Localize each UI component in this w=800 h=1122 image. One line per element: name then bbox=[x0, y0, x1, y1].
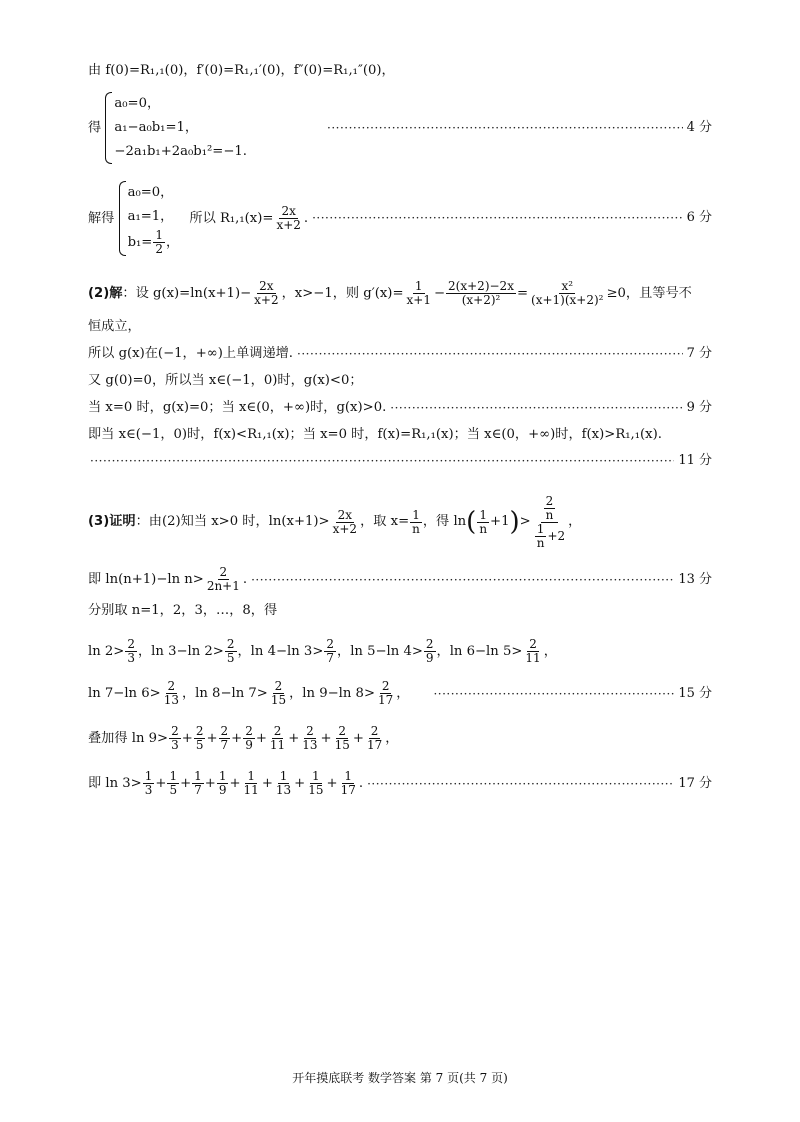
fraction-term: $\frac{1}{15}$ bbox=[308, 769, 324, 797]
fraction-term: $\frac{1}{17}$ bbox=[340, 769, 356, 797]
score-11: 11 分 bbox=[678, 453, 712, 468]
score-17: 17 分 bbox=[678, 775, 712, 791]
line-ln-list-2: ln 7−ln 6> $\frac{2}{13}$ ，ln 8−ln 7> $\frac{2}{15}$ ，ln 9−ln 8> $\frac{2}{17}$ ， ····· 15 分 bbox=[88, 680, 712, 707]
fraction: $\frac{1}{n}$ bbox=[412, 507, 420, 536]
dot-leader bbox=[367, 775, 674, 793]
line-derivative-conditions: 由 f(0)=R₁,₁(0)，f′(0)=R₁,₁′(0)，f″(0)=R₁,₁″(0)， bbox=[88, 63, 395, 78]
line-part3-proof: (3)证明 ：由(2)知当 x>0 时，ln(x+1)> $\frac{2x}{x+2}$ ，取 x= $\frac{1}{n}$ ，得 ln ( $\frac{1}{n}$ + 1 ) > $\frac{2}{n}$ $\frac{1}{n}$ +2 ， bbox=[88, 493, 582, 550]
equation-system: a₀=0， a₁−a₀b₁=1， −2a₁b₁+2a₀b₁²=−1. bbox=[105, 92, 247, 164]
fraction-term: $\frac{1}{5}$ bbox=[169, 769, 178, 797]
line-take-n: 分别取 n=1，2，3，…，8，得 bbox=[88, 603, 278, 618]
dot-leader bbox=[90, 452, 674, 470]
fraction-term: $\frac{2}{3}$ bbox=[171, 724, 179, 752]
score-7: 7 分 bbox=[686, 346, 712, 361]
fraction-R11: $\frac{2x}{x+2}$ bbox=[276, 203, 301, 232]
score-6: 6 分 bbox=[686, 210, 712, 225]
line-conclusion-2: 即当 x∈(−1，0)时，f(x)<R₁,₁(x)；当 x=0 时，f(x)=R₁,₁(x)；当 x∈(0，+∞)时，f(x)>R₁,₁(x). bbox=[88, 427, 662, 442]
score-15: 15 分 bbox=[678, 685, 712, 701]
fraction-term: $\frac{2}{17}$ bbox=[366, 724, 383, 752]
fraction: $\frac{1}{2}$ bbox=[155, 227, 163, 256]
fraction-term: $\frac{2}{15}$ bbox=[334, 724, 350, 752]
fraction-term: $\frac{1}{13}$ bbox=[275, 769, 292, 797]
dot-leader bbox=[433, 685, 674, 703]
line-score-11 bbox=[88, 452, 712, 470]
fraction: $\frac{2}{3}$ bbox=[127, 637, 135, 665]
fraction: $\frac{2x}{x+2}$ bbox=[332, 507, 358, 536]
line-sum-ln3: 即 ln 3> $\frac{1}{3}$ + $\frac{1}{5}$ + $\frac{1}{7}$ + $\frac{1}{9}$ + $\frac{1}{11}$ + $\frac{1}{13}$ + $\frac{1}{15}$ + $\frac{1}{17}$ . ····· 17 分 bbox=[88, 770, 712, 797]
compound-fraction: $\frac{2}{n}$ $\frac{1}{n}$ +2 bbox=[536, 493, 566, 550]
fraction: $\frac{2x}{x+2}$ bbox=[254, 279, 279, 307]
line-g-zero: 又 g(0)=0，所以当 x∈(−1，0)时，g(x)<0； bbox=[88, 373, 363, 388]
fraction: $\frac{2}{13}$ bbox=[163, 679, 179, 707]
score-9: 9 分 bbox=[686, 400, 712, 415]
score-13: 13 分 bbox=[678, 571, 712, 587]
fraction-term: $\frac{2}{9}$ bbox=[245, 724, 253, 752]
line-ln-list-1: ln 2> $\frac{2}{3}$ ，ln 3−ln 2> $\frac{2}{5}$ ，ln 4−ln 3> $\frac{2}{7}$ ，ln 5−ln 4> $\frac{2}{9}$ ，ln 6−ln 5> $\frac{2}{11}$ ， bbox=[88, 637, 557, 665]
fraction: $\frac{\text{x²}}{\text{(x+1)(x+2)²}}$ bbox=[531, 279, 604, 307]
line-monotonic: 所以 g(x)在(−1，+∞)上单调递增. ····· 7 分 bbox=[88, 345, 712, 363]
fraction-term: $\frac{2}{5}$ bbox=[195, 724, 204, 752]
fraction-term: $\frac{1}{3}$ bbox=[144, 769, 153, 797]
fraction: $\frac{1}{n}$ bbox=[479, 507, 488, 536]
fraction: $\frac{2}{15}$ bbox=[270, 679, 287, 707]
line-system-1: 得 a₀=0， a₁−a₀b₁=1， −2a₁b₁+2a₀b₁²=−1. ····· 4 分 bbox=[88, 92, 712, 164]
score-4: 4 分 bbox=[686, 120, 712, 135]
fraction: $\frac{2}{11}$ bbox=[525, 637, 541, 665]
fraction: $\frac{1}{x+1}$ bbox=[406, 279, 431, 307]
fraction-term: $\frac{2}{13}$ bbox=[302, 724, 318, 752]
dot-leader bbox=[297, 345, 683, 363]
fraction: $\frac{2}{17}$ bbox=[378, 679, 394, 707]
page-footer: 开年摸底联考 数学答案 第 7 页(共 7 页) bbox=[292, 1071, 508, 1085]
fraction: $\frac{2}{9}$ bbox=[425, 637, 434, 665]
line-part2-continued: 恒成立， bbox=[88, 319, 141, 334]
fraction: $\frac{2}{5}$ bbox=[226, 637, 235, 665]
line-g-sign: 当 x=0 时，g(x)=0；当 x∈(0，+∞)时，g(x)>0. ····· 9 分 bbox=[88, 399, 712, 417]
fraction-term: $\frac{2}{7}$ bbox=[220, 724, 229, 752]
fraction: $\frac{2(x+2)-2x}{\text{(x+2)²}}$ bbox=[448, 279, 514, 307]
dot-leader bbox=[390, 399, 682, 417]
fraction: $\frac{2}{2n+1}$ bbox=[206, 565, 240, 593]
dot-leader bbox=[327, 119, 683, 137]
fraction-term: $\frac{1}{9}$ bbox=[218, 769, 227, 797]
fraction-term: $\frac{1}{7}$ bbox=[194, 769, 202, 797]
fraction-term: $\frac{1}{11}$ bbox=[243, 769, 259, 797]
dot-leader bbox=[312, 209, 682, 227]
line-sum-ln9: 叠加得 ln 9> $\frac{2}{3}$ + $\frac{2}{5}$ + $\frac{2}{7}$ + $\frac{2}{9}$ + $\frac{2}{11}$ + $\frac{2}{13}$ + $\frac{2}{15}$ + $\frac{2}{17}$ ， bbox=[88, 724, 399, 752]
fraction: $\frac{2}{7}$ bbox=[326, 637, 335, 665]
line-system-2: 解得 a₀=0， a₁=1， b₁= $\frac{1}{2}$ ， 所以 R₁,₁(x)= $\frac{2x}{x+2}$ . ····· 6 分 bbox=[88, 176, 712, 260]
line-part2-define-g: (2)解：设 g(x)=ln(x+1)− $\frac{2x}{x+2}$ ，x>−1，则 g′(x)= $\frac{1}{x+1}$ − $\frac{2(x+2)-2x}{\text{(x+2)²}}$ = $\frac{\text{x²}}{\text{(x+1)(x+2)²}}$ ≥0，且等号不 bbox=[88, 279, 692, 307]
line-inequality-n: 即 ln(n+1)−ln n> $\frac{2}{2n+1}$ . ····· 13 分 bbox=[88, 566, 712, 593]
dot-leader bbox=[251, 571, 674, 589]
solution-system: a₀=0， a₁=1， b₁= $\frac{1}{2}$ ， bbox=[119, 181, 180, 256]
fraction-term: $\frac{2}{11}$ bbox=[269, 724, 286, 752]
